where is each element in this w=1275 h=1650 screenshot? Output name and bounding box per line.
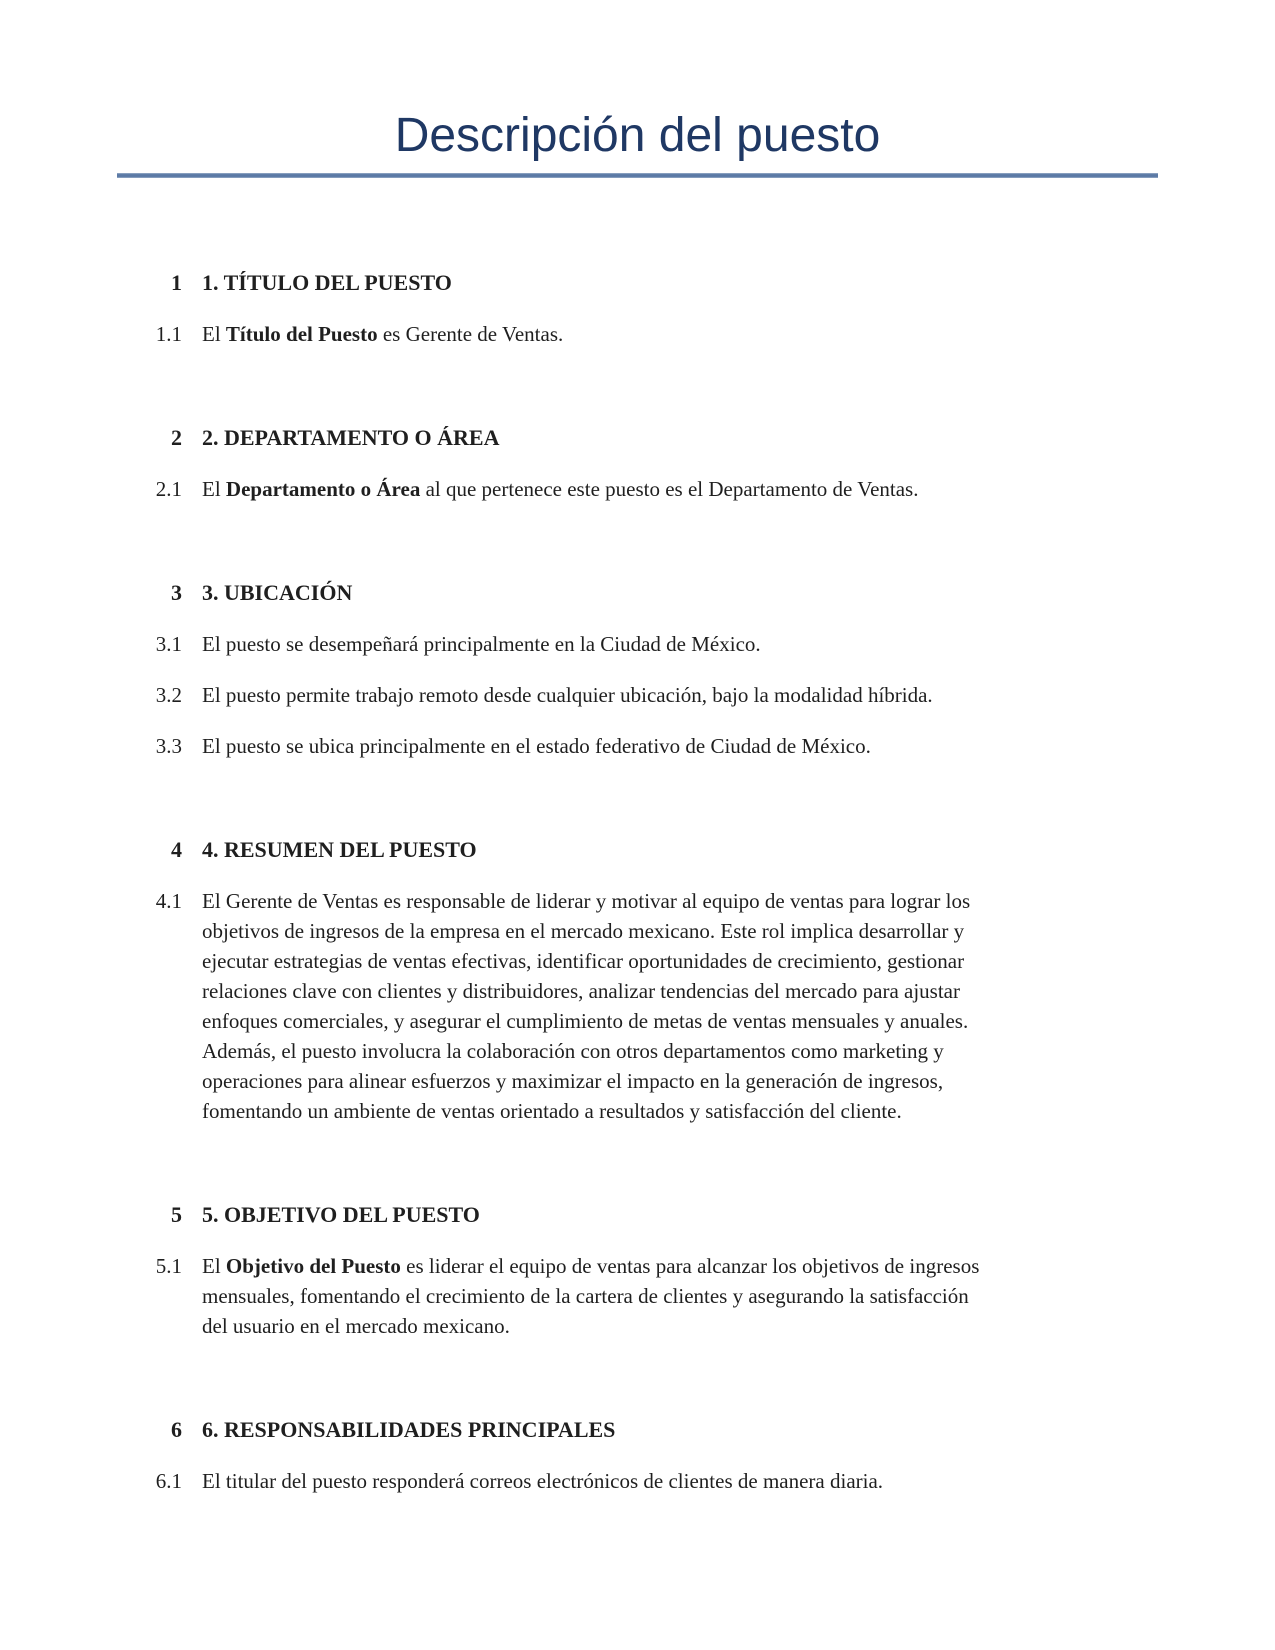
paragraph-line [202,1066,1158,1096]
paragraph-line [202,1036,1158,1066]
text-run: relaciones clave con clientes y distribuidores, analizar tendencias del mercado para ajustar [202,979,960,1003]
section-heading-text: 5. OBJETIVO DEL PUESTO [202,1202,480,1227]
text-run: del usuario en el mercado mexicano. [202,1314,510,1338]
paragraph-line [202,946,1158,976]
section-heading-text: 3. UBICACIÓN [202,580,353,605]
item-text [202,731,1158,761]
item-number: 4.1 [155,889,182,913]
document-title: Descripción del puesto [394,109,881,162]
item-number: 3.2 [155,683,182,707]
list-item [117,886,1158,1126]
item-number: 6.1 [155,1469,182,1493]
section-heading [117,1200,1158,1230]
list-item [117,1251,1158,1341]
section-heading [117,423,1158,453]
list-item [117,731,1158,761]
text-run: El puesto permite trabajo remoto desde cualquier ubicación, bajo la modalidad híbrida. [202,683,933,707]
item-text [202,886,1158,1126]
section-number: 2 [171,425,182,450]
paragraph-line [202,1251,1158,1281]
text-run: es Gerente de Ventas. [377,322,564,346]
section-items [117,886,1158,1126]
item-number: 1.1 [155,322,182,346]
text-run: El puesto se ubica principalmente en el estado federativo de Ciudad de México. [202,734,871,758]
text-run: es liderar el equipo de ventas para alcanzar los objetivos de ingresos [400,1254,980,1278]
section-heading [117,1415,1158,1445]
section-heading [117,578,1158,608]
text-run: El titular del puesto responderá correos electrónicos de clientes de manera diaria. [202,1469,884,1493]
item-text [202,629,1158,659]
list-item [117,319,1158,349]
section-number: 3 [171,580,182,605]
section [117,1200,1158,1341]
paragraph-line [202,474,1158,504]
paragraph-line [202,1281,1158,1311]
section [117,1415,1158,1496]
text-run: El puesto se desempeñará principalmente en la Ciudad de México. [202,632,761,656]
paragraph-line [202,629,1158,659]
text-run: El [202,322,226,346]
list-item [117,629,1158,659]
bold-text-run: Objetivo del Puesto [225,1254,401,1278]
section-heading [117,835,1158,865]
text-run: El [202,1254,226,1278]
paragraph-line [202,731,1158,761]
item-text [202,1466,1158,1496]
item-text [202,474,1158,504]
paragraph-line [202,916,1158,946]
paragraph-line [202,1466,1158,1496]
paragraph-line [202,680,1158,710]
section-items [117,474,1158,504]
paragraph-line [202,1006,1158,1036]
paragraph-line [202,1311,1158,1341]
bold-text-run: Título del Puesto [225,322,378,346]
section [117,835,1158,1126]
title-rule [117,173,1158,178]
section [117,578,1158,761]
item-number: 5.1 [155,1254,182,1278]
paragraph-line [202,1096,1158,1126]
section-heading-text: 1. TÍTULO DEL PUESTO [202,270,452,295]
text-run: mensuales, fomentando el crecimiento de la cartera de clientes y asegurando la satisfacción [202,1284,969,1308]
section-number: 5 [171,1202,182,1227]
section-heading-text: 2. DEPARTAMENTO O ÁREA [202,425,500,450]
section-heading-text: 4. RESUMEN DEL PUESTO [202,837,477,862]
text-run: operaciones para alinear esfuerzos y maximizar el impacto en la generación de ingresos, [202,1069,944,1093]
list-item [117,680,1158,710]
document-content [0,106,1275,1496]
section-number: 6 [171,1417,182,1442]
text-run: Además, el puesto involucra la colaboración con otros departamentos como marketing y [202,1039,944,1063]
item-number: 2.1 [155,477,182,501]
paragraph-line [202,976,1158,1006]
paragraph-line [202,319,1158,349]
list-item [117,1466,1158,1496]
item-number: 3.3 [155,734,182,758]
text-run: al que pertenece este puesto es el Departamento de Ventas. [420,477,919,501]
paragraph-line [202,886,1158,916]
section [117,423,1158,504]
section-heading-text: 6. RESPONSABILIDADES PRINCIPALES [202,1417,616,1442]
section [117,268,1158,349]
section-heading [117,268,1158,298]
section-items [117,629,1158,761]
text-run: enfoques comerciales, y asegurar el cumplimiento de metas de ventas mensuales y anuales. [202,1009,969,1033]
section-items [117,319,1158,349]
bold-text-run: Departamento o Área [225,477,421,501]
section-number: 1 [171,270,182,295]
text-run: objetivos de ingresos de la empresa en el mercado mexicano. Este rol implica desarrollar y [202,919,965,943]
item-number: 3.1 [155,632,182,656]
item-text [202,319,1158,349]
item-text [202,680,1158,710]
text-run: El Gerente de Ventas es responsable de liderar y motivar al equipo de ventas para lograr los [202,889,971,913]
section-number: 4 [171,837,182,862]
item-text [202,1251,1158,1341]
text-run: fomentando un ambiente de ventas orientado a resultados y satisfacción del cliente. [202,1099,902,1123]
list-item [117,474,1158,504]
section-items [117,1466,1158,1496]
text-run: ejecutar estrategias de ventas efectivas, identificar oportunidades de crecimiento, gestionar [202,949,965,973]
text-run: El [202,477,226,501]
sections [117,268,1158,1496]
section-items [117,1251,1158,1341]
